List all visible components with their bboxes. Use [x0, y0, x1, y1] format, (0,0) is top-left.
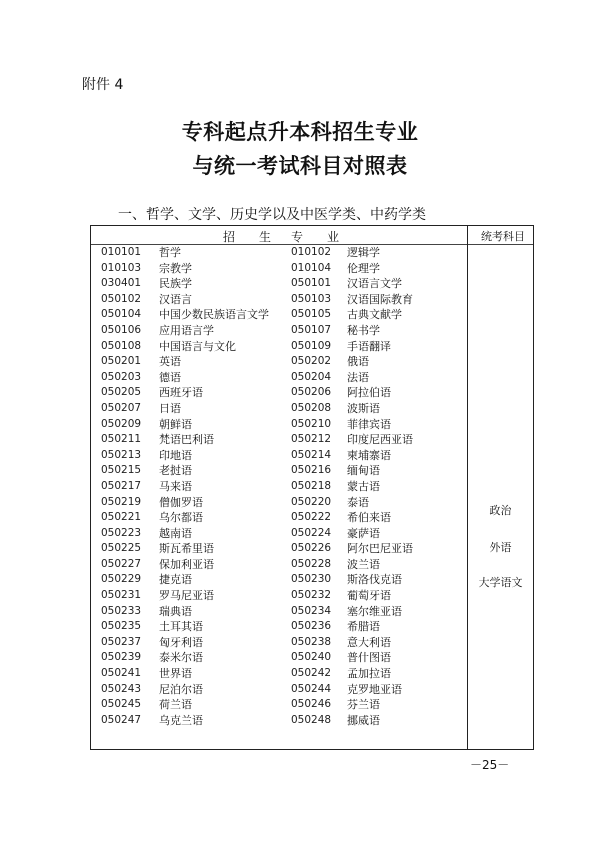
header-majors-char: 生	[259, 230, 272, 244]
major-name: 印地语	[159, 448, 192, 462]
major-code: 050238	[291, 635, 332, 648]
major-code: 010103	[101, 261, 142, 274]
major-code: 050222	[291, 511, 332, 524]
major-name: 阿尔巴尼亚语	[347, 542, 413, 556]
major-name: 英语	[159, 355, 181, 369]
table-row	[91, 463, 467, 479]
table-row	[91, 588, 467, 604]
major-name: 宗教学	[159, 261, 192, 275]
table-row	[91, 261, 467, 277]
major-code: 050229	[101, 573, 142, 586]
table-row	[91, 713, 467, 729]
major-name: 阿拉伯语	[347, 386, 391, 400]
header-majors-char: 专	[291, 230, 304, 244]
major-name: 孟加拉语	[347, 667, 391, 681]
majors-exam-table	[90, 225, 534, 750]
major-code: 050207	[101, 401, 142, 414]
major-name: 普什图语	[347, 651, 391, 665]
major-name: 手语翻译	[347, 339, 391, 353]
major-name: 豪萨语	[347, 526, 380, 540]
major-name: 泰语	[347, 495, 369, 509]
major-name: 葡萄牙语	[347, 589, 391, 603]
major-name: 日语	[159, 401, 181, 415]
exam-subject-foreign-language: 外语	[489, 541, 512, 554]
major-name: 古典文献学	[347, 308, 402, 322]
major-code: 050220	[291, 495, 332, 508]
major-name: 柬埔寨语	[347, 448, 391, 462]
major-code: 050243	[101, 682, 142, 695]
major-code: 050104	[101, 308, 142, 321]
major-name: 克罗地亚语	[347, 682, 402, 696]
major-name: 梵语巴利语	[159, 433, 214, 447]
major-code: 050239	[101, 651, 142, 664]
table-row	[91, 541, 467, 557]
major-code: 050107	[291, 323, 332, 336]
table-row	[91, 557, 467, 573]
major-name: 斯瓦希里语	[159, 542, 214, 556]
major-name: 芬兰语	[347, 698, 380, 712]
major-code: 030401	[101, 277, 142, 290]
major-code: 050101	[291, 277, 332, 290]
major-name: 俄语	[347, 355, 369, 369]
major-code: 050223	[101, 526, 142, 539]
table-row	[91, 339, 467, 355]
major-name: 民族学	[159, 277, 192, 291]
major-name: 乌克兰语	[159, 713, 203, 727]
major-code: 050218	[291, 479, 332, 492]
major-code: 050204	[291, 370, 332, 383]
table-row	[91, 432, 467, 448]
major-name: 老挝语	[159, 464, 192, 478]
table-row	[91, 370, 467, 386]
column-divider	[467, 226, 468, 749]
major-name: 挪威语	[347, 713, 380, 727]
table-row	[91, 292, 467, 308]
major-code: 010101	[101, 246, 142, 258]
major-code: 050237	[101, 635, 142, 648]
major-name: 汉语国际教育	[347, 292, 413, 306]
table-row	[91, 385, 467, 401]
major-name: 哲学	[159, 246, 181, 259]
major-code: 050232	[291, 589, 332, 602]
page-number: －25－	[470, 758, 510, 772]
table-row	[91, 323, 467, 339]
major-name: 保加利亚语	[159, 557, 214, 571]
table-row	[91, 604, 467, 620]
major-code: 050211	[101, 433, 142, 446]
major-name: 中国少数民族语言文学	[159, 308, 269, 322]
table-row	[91, 401, 467, 417]
major-code: 010104	[291, 261, 332, 274]
major-code: 050215	[101, 464, 142, 477]
major-code: 050227	[101, 557, 142, 570]
major-code: 050245	[101, 698, 142, 711]
major-code: 050241	[101, 667, 142, 680]
major-code: 050109	[291, 339, 332, 352]
table-row	[91, 307, 467, 323]
major-code: 050106	[101, 323, 142, 336]
major-name: 捷克语	[159, 573, 192, 587]
major-name: 越南语	[159, 526, 192, 540]
major-code: 050247	[101, 713, 142, 726]
document-title-line1: 专科起点升本科招生专业	[181, 119, 419, 144]
section-heading: 一、哲学、文学、历史学以及中医学类、中药学类	[118, 207, 426, 223]
major-code: 050228	[291, 557, 332, 570]
major-code: 050102	[101, 292, 142, 305]
table-row	[91, 448, 467, 464]
major-code: 050235	[101, 620, 142, 633]
major-name: 匈牙利语	[159, 635, 203, 649]
major-name: 世界语	[159, 667, 192, 681]
major-name: 瑞典语	[159, 604, 192, 618]
major-name: 乌尔都语	[159, 511, 203, 525]
major-code: 050202	[291, 355, 332, 368]
major-code: 050209	[101, 417, 142, 430]
major-code: 050244	[291, 682, 332, 695]
attachment-label: 附件 4	[82, 77, 124, 93]
major-code: 050242	[291, 667, 332, 680]
major-code: 050248	[291, 713, 332, 726]
major-name: 德语	[159, 370, 181, 384]
major-name: 泰米尔语	[159, 651, 203, 665]
table-row	[91, 276, 467, 292]
major-code: 050226	[291, 542, 332, 555]
major-name: 汉语言文学	[347, 277, 402, 291]
table-rows	[91, 245, 467, 728]
major-name: 意大利语	[347, 635, 391, 649]
major-code: 050216	[291, 464, 332, 477]
table-row	[91, 417, 467, 433]
major-code: 050201	[101, 355, 142, 368]
major-name: 尼泊尔语	[159, 682, 203, 696]
table-row	[91, 635, 467, 651]
major-name: 塞尔维亚语	[347, 604, 402, 618]
header-majors-char: 业	[327, 230, 340, 244]
major-name: 汉语言	[159, 292, 192, 306]
major-name: 朝鲜语	[159, 417, 192, 431]
major-code: 050217	[101, 479, 142, 492]
exam-subject-politics: 政治	[489, 504, 512, 517]
major-code: 050214	[291, 448, 332, 461]
table-row	[91, 650, 467, 666]
major-code: 050212	[291, 433, 332, 446]
major-name: 罗马尼亚语	[159, 589, 214, 603]
major-code: 050219	[101, 495, 142, 508]
document-title-line2: 与统一考试科目对照表	[192, 153, 408, 178]
table-row	[91, 682, 467, 698]
major-name: 伦理学	[347, 261, 380, 275]
major-name: 印度尼西亚语	[347, 433, 413, 447]
major-code: 050203	[101, 370, 142, 383]
major-code: 050233	[101, 604, 142, 617]
major-code: 050221	[101, 511, 142, 524]
major-code: 050105	[291, 308, 332, 321]
table-row	[91, 495, 467, 511]
major-code: 050103	[291, 292, 332, 305]
major-code: 050230	[291, 573, 332, 586]
major-name: 菲律宾语	[347, 417, 391, 431]
table-row	[91, 526, 467, 542]
major-name: 应用语言学	[159, 323, 214, 337]
major-code: 050208	[291, 401, 332, 414]
major-name: 希腊语	[347, 620, 380, 634]
major-name: 西班牙语	[159, 386, 203, 400]
major-name: 马来语	[159, 479, 192, 493]
major-name: 蒙古语	[347, 479, 380, 493]
major-code: 050234	[291, 604, 332, 617]
major-name: 斯洛伐克语	[347, 573, 402, 587]
major-name: 波斯语	[347, 401, 380, 415]
table-row	[91, 479, 467, 495]
major-name: 逻辑学	[347, 246, 380, 259]
major-code: 050210	[291, 417, 332, 430]
major-name: 荷兰语	[159, 698, 192, 712]
major-code: 050236	[291, 620, 332, 633]
table-row	[91, 572, 467, 588]
major-code: 050205	[101, 386, 142, 399]
exam-subject-college-chinese: 大学语文	[478, 576, 523, 589]
major-code: 050246	[291, 698, 332, 711]
major-name: 中国语言与文化	[159, 339, 236, 353]
major-code: 050224	[291, 526, 332, 539]
table-row	[91, 245, 467, 261]
table-row	[91, 697, 467, 713]
table-row	[91, 619, 467, 635]
major-name: 僧伽罗语	[159, 495, 203, 509]
major-name: 波兰语	[347, 557, 380, 571]
major-code: 050240	[291, 651, 332, 664]
major-code: 050108	[101, 339, 142, 352]
major-name: 秘书学	[347, 323, 380, 337]
major-code: 050231	[101, 589, 142, 602]
major-name: 缅甸语	[347, 464, 380, 478]
header-majors-char: 招	[223, 230, 236, 244]
major-name: 希伯来语	[347, 511, 391, 525]
major-code: 050206	[291, 386, 332, 399]
major-name: 土耳其语	[159, 620, 203, 634]
table-row	[91, 510, 467, 526]
major-code: 050213	[101, 448, 142, 461]
table-row	[91, 666, 467, 682]
header-exam-subjects: 统考科目	[481, 230, 525, 243]
major-name: 法语	[347, 370, 369, 384]
major-code: 050225	[101, 542, 142, 555]
major-code: 010102	[291, 246, 332, 258]
table-row	[91, 354, 467, 370]
